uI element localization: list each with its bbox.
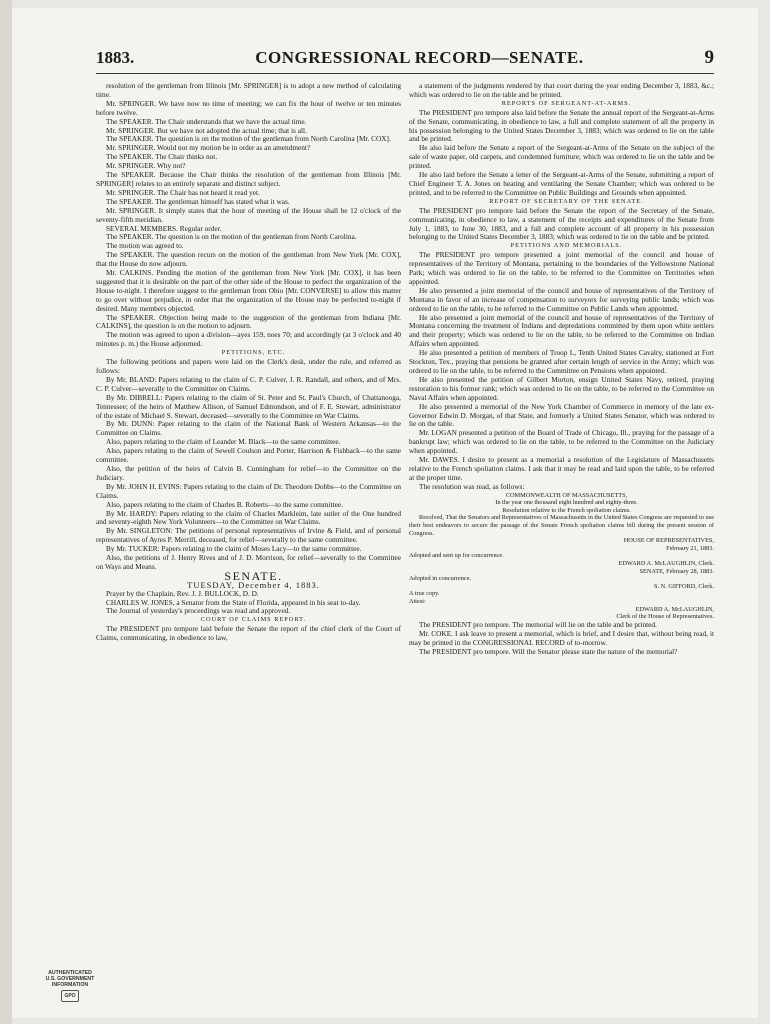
- paragraph: By Mr. HARDY: Papers relating to the claim of Charles Markleim, late sutler of the One hundred and seventy-eighth New York Volunteers—to the Committee on War Claims.: [96, 508, 401, 527]
- paragraph: He also presented a memorial of the New York Chamber of Commerce in memory of the late ex-Governor Edwin D. Morgan, of that State, and formerly a United States Senator, which was ordered to lie on the table.: [409, 401, 714, 429]
- paragraph: The SPEAKER. The question is on the motion of the gentleman from North Carolina.: [106, 232, 357, 242]
- paragraph: Mr. DAWES. I desire to present as a memorial a resolution of the Legislature of Massachusetts relative to the French spoliation claims. I ask that it may be read and laid upon the table, to be referred at the proper time.: [409, 455, 714, 482]
- paragraph: Mr. LOGAN presented a petition of the Board of Trade of Chicago, Ill., praying for the passage of a bankrupt law; which was ordered to lie on the table, to be referred to the Committee on the Judiciary when appointed.: [409, 428, 714, 456]
- scan-edge: [0, 0, 12, 1024]
- paragraph: By Mr. TUCKER: Papers relating to the claim of Moses Lacy—to the same committee.: [106, 544, 362, 554]
- resolution-adopted-2: Adopted in concurrence.: [409, 575, 472, 583]
- paragraph: Also, the petition of the heirs of Calvin B. Cunningham for relief—to the Committee on the Judiciary.: [96, 463, 401, 482]
- paragraph: He also presented a petition of members of Troop L, Tenth United States Cavalry, stationed at Fort Stockton, Tex., praying that pensions be granted after certain length of service in the Army; which was ordered to lie on the table, to be referred to the Committee on Pensions when appointed.: [409, 348, 714, 375]
- court-claims-continued: [409, 82, 714, 100]
- petitions-heading: PETITIONS, ETC.: [221, 349, 286, 357]
- resolution-senate-date: SENATE, February 28, 1883.: [639, 567, 714, 575]
- massachusetts-resolution: [409, 492, 714, 621]
- paragraph: The PRESIDENT pro tempore laid before the Senate the report of the chief clerk of the Court of Claims, communicating, in obedience to law,: [96, 624, 401, 643]
- paragraph: Prayer by the Chaplain, Rev. J. J. BULLOCK, D. D.: [106, 588, 259, 598]
- paragraph: Mr. SPRINGER. But we have not adopted the actual time; that is all.: [106, 125, 307, 135]
- paragraph: The Journal of yesterday's proceedings was read and approved.: [106, 606, 291, 616]
- gpo-line-2: U.S. GOVERNMENT: [45, 976, 95, 982]
- paragraph: SEVERAL MEMBERS. Regular order.: [106, 223, 222, 233]
- paragraph: The SPEAKER. The question recurs on the motion of the gentleman from New York [Mr. COX], that the House do now adjourn.: [96, 250, 401, 269]
- paragraph: Mr. COKE. I ask leave to present a memorial, which is brief, and I desire that, without being read, it may be printed in the CONGRESSIONAL RECORD of to-morrow.: [409, 628, 714, 647]
- left-column: [96, 82, 401, 643]
- paragraph: resolution of the gentleman from Illinois [Mr. SPRINGER] is to adopt a new method of calculating time.: [96, 81, 401, 99]
- resolution-house: HOUSE OF REPRESENTATIVES,: [623, 537, 714, 545]
- sergeant-reports: [409, 109, 714, 198]
- paragraph: The SPEAKER. The Chair thinks not.: [106, 152, 218, 162]
- paragraph: He also presented a joint memorial of the council and house of representatives of the Territory of Montana in favor of an increase of compensation to surveyors for surveying public lands; which was ordered to lie on the table, to be referred to the Committee on Public Lands when appointed.: [409, 285, 714, 313]
- paragraph: By Mr. DIBRELL: Papers relating to the claim of St. Peter and St. Paul's Church, of Chattanooga, Tennessee; of the heirs of Matthew Allison, of Samuel Edmondson, and of F. E. Stewart, administrator of the estate of Michael S. Stewart, deceased—severally to the Committee on War Claims.: [96, 392, 401, 420]
- paragraph: The PRESIDENT pro tempore laid before the Senate the report of the Secretary of the Senate, communicating, in obedience to law, a statement of the receipts and expenditures of the Senate from July 1, 1883, to June 30, 1883, and a full and complete account of all property in his possession belonging to the United States December 3, 1883; which was ordered to lie on the table and be printed.: [409, 205, 714, 242]
- senate-opening: [96, 590, 401, 617]
- resolution-signer-3-title: Clerk of the House of Representatives.: [616, 613, 714, 621]
- resolution-house-date: February 21, 1883.: [666, 544, 714, 552]
- paragraph: By Mr. DUNN: Paper relating to the claim of the National Bank of Western Arkansas—to the Committee on Claims.: [96, 419, 401, 438]
- paragraph: Mr. SPRINGER. It simply states that the hour of meeting of the House shall be 12 o'clock of the seventy-fifth meridian.: [96, 205, 401, 224]
- resolution-signer-3: EDWARD A. McLAUGHLIN,: [635, 605, 714, 613]
- paragraph: Mr. SPRINGER. The Chair has not heard it read yet.: [106, 187, 260, 197]
- paragraph: The SPEAKER. The question is on the motion of the gentleman from North Carolina [Mr. COX].: [106, 134, 391, 144]
- paragraph: The PRESIDENT pro tempore also laid before the Senate the annual report of the Sergeant-at-Arms of the Senate, communicating, in obedience to law, a full and complete statement of all the property in his possession belonging to the United States December 3, 1883; which was ordered to lie on the table and be printed.: [409, 107, 714, 144]
- paragraph: Mr. SPRINGER. We have now no time of meeting; we can fix the hour of twelve or ten minutes before twelve.: [96, 98, 401, 117]
- resolution-attest: Attest:: [409, 598, 426, 605]
- gpo-mark: GPO: [61, 990, 79, 1002]
- memorials-heading: PETITIONS AND MEMORIALS.: [510, 242, 623, 250]
- paragraph: He also laid before the Senate a letter of the Sergeant-at-Arms of the Senate, submitting a report of Chief Engineer T. A. Jones on heating and ventilating the Senate Chamber; which was ordered to be printed, and to be referred to the Committee on Public Buildings and Grounds when appointed.: [409, 170, 714, 197]
- resolution-relative: Resolution relative to the French spoliation claims.: [502, 506, 631, 514]
- paragraph: Also, papers relating to the claim of Charles B. Roberts—to the same committee.: [106, 499, 343, 509]
- paragraph: Also, the petitions of J. Henry Rives and of J. D. Morrison, for relief—severally to the Committee on Ways and Means.: [96, 553, 401, 571]
- paragraph: Also, papers relating to the claim of Leander M. Black—to the same committee.: [106, 437, 341, 447]
- gpo-line-1: AUTHENTICATED: [48, 970, 92, 976]
- gpo-authentication-seal: [30, 970, 110, 1002]
- court-claims-heading: COURT OF CLAIMS REPORT.: [200, 616, 307, 624]
- header-year: 1883.: [96, 48, 135, 67]
- paragraph: Also, papers relating to the claim of Sewell Coulson and Porter, Harrison & Fishback—to the same committee.: [96, 446, 401, 465]
- paragraph: The motion was agreed to.: [106, 241, 184, 251]
- resolution-true-copy: A true copy.: [409, 590, 440, 598]
- paragraph: a statement of the judgments rendered by that court during the year ending December 3, 1883, &c.; which was ordered to lie on the table and be printed.: [409, 81, 714, 99]
- paragraph: The resolution was read, as follows:: [419, 481, 525, 491]
- house-proceedings: [96, 82, 401, 349]
- sergeant-heading: REPORTS OF SERGEANT-AT-ARMS.: [501, 99, 632, 107]
- page-header: [96, 47, 714, 74]
- secretary-report: [409, 207, 714, 243]
- court-claims-text: [96, 625, 401, 643]
- paragraph: The SPEAKER. The gentleman himself has stated what it was.: [106, 196, 290, 206]
- paragraph: The PRESIDENT pro tempore. Will the Senator please state the nature of the memorial?: [419, 646, 678, 656]
- memorial-discussion: [409, 621, 714, 657]
- paragraph: Mr. SPRINGER. Would not my motion be in order as an amendment?: [106, 143, 311, 153]
- session-date: TUESDAY, December 4, 1883.: [187, 579, 320, 590]
- paragraph: He also presented a joint memorial of the council and house of representatives of the Territory of Montana concerning the treatment of Indians and depredations committed by them upon white settlers and their property; which was ordered to lie on the table, to be referred to the Committee on Indian Affairs when appointed.: [409, 312, 714, 349]
- paragraph: Mr. CALKINS. Pending the motion of the gentleman from New York [Mr. COX], it has been suggested that it is desirable on the part of the other side of the House to perfect the organization of the House to-night. I therefore suggest to the gentleman from Ohio [Mr. CONVERSE] to allow this matter to go over without prejudice, in order that the organization of the House may be perfected to-night if desired. Many members objected.: [96, 268, 401, 313]
- resolution-year: In the year one thousand eight hundred and eighty-three.: [495, 499, 638, 507]
- resolution-signer-1: EDWARD A. McLAUGHLIN, Clerk.: [618, 560, 714, 568]
- paragraph: The following petitions and papers were laid on the Clerk's desk, under the rule, and referred as follows:: [96, 357, 401, 375]
- header-page-number: 9: [704, 47, 714, 68]
- resolution-commonwealth: COMMONWEALTH OF MASSACHUSETTS,: [505, 491, 628, 499]
- right-column: [409, 82, 714, 656]
- paragraph: Mr. SPRINGER. Why not?: [106, 161, 186, 171]
- paragraph: By Mr. JOHN H. EVINS: Papers relating to the claim of Dr. Theodore Dobbs—to the Committee on Claims.: [96, 481, 401, 500]
- header-title: CONGRESSIONAL RECORD—SENATE.: [255, 48, 584, 67]
- secretary-heading: REPORT OF SECRETARY OF THE SENATE.: [489, 197, 644, 205]
- resolution-body: Resolved, That the Senators and Representatives of Massachusetts in the United States Congress are requested to use their best endeavors to secure the passage of the Senate French spoliation claims bill during the present session of Congress.: [409, 514, 714, 537]
- petitions-list: [96, 358, 401, 572]
- paragraph: The motion was agreed to upon a division—ayes 159, noes 70; and accordingly (at 3 o'clock and 40 minutes p. m.) the House adjourned.: [96, 330, 401, 349]
- paragraph: By Mr. BLAND: Papers relating to the claim of C. P. Culver, J. R. Randall, and others, and of Mrs. C. P. Culver—severally to the Committee on Claims.: [96, 374, 401, 393]
- gpo-line-3: INFORMATION: [51, 982, 89, 988]
- paragraph: The SPEAKER. The Chair understands that we have the actual time.: [106, 116, 307, 126]
- senate-heading: SENATE.: [224, 568, 283, 583]
- paragraph: CHARLES W. JONES, a Senator from the State of Florida, appeared in his seat to-day.: [106, 597, 361, 607]
- paragraph: The SPEAKER. Objection being made to the suggestion of the gentleman from Indiana [Mr. CALKINS], the question is on the motion to adjourn.: [96, 312, 401, 331]
- paragraph: By Mr. SINGLETON: The petitions of personal representatives of Irvine & Field, and of personal representatives of Ayres P. Merrill, deceased, for relief—severally to the same committee.: [96, 526, 401, 545]
- paragraph: He also laid before the Senate a report of the Sergeant-at-Arms of the Senate on the subject of the sale of waste paper, old carpets, and condemned furniture; which was ordered to lie on the table and be printed.: [409, 143, 714, 171]
- memorials-list: [409, 251, 714, 491]
- paragraph: The SPEAKER. Because the Chair thinks the resolution of the gentleman from Illinois [Mr. SPRINGER] relates to an entirely separate and distinct subject.: [96, 170, 401, 188]
- resolution-adopted-1: Adopted and sent up for concurrence.: [409, 552, 504, 560]
- paragraph: The PRESIDENT pro tempore presented a joint memorial of the council and house of representatives of the Territory of Montana, pertaining to the boundaries of the Yellowstone National Park; which was ordered to lie on the table, to be referred to the Committee on Territories when appointed.: [409, 250, 714, 286]
- resolution-signer-2: S. N. GIFFORD, Clerk.: [653, 582, 714, 590]
- paragraph: He also presented the petition of Gilbert Morton, ensign United States Navy, retired, praying restoration to his former rank; which was ordered to lie on the table, to be referred to the Committee on Naval Affairs when appointed.: [409, 374, 714, 402]
- paragraph: The PRESIDENT pro tempore. The memorial will lie on the table and be printed.: [419, 619, 657, 629]
